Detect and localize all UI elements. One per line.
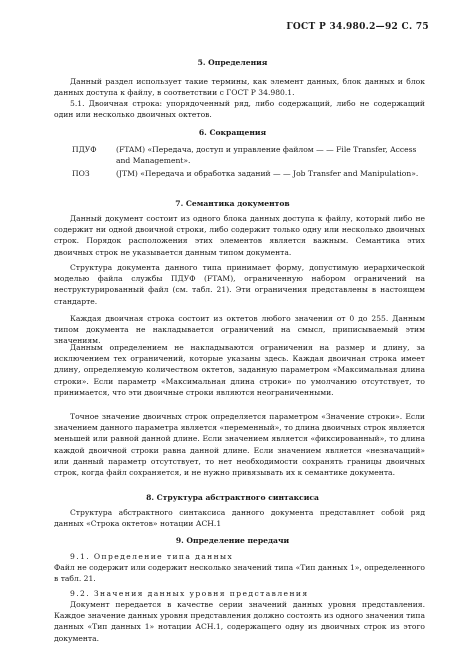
- abbreviation-term: ПДУФ: [72, 145, 97, 154]
- section-7-paragraph-4: Данным определением не накладываются ограничения на размер и длину, за исключением тех ограничений, которые указаны здесь. Каждая двоичная строка имеет длину, определяемую количеством октетов, заданную параметром «Максимальная длина строки». Если параметр «Максимальная длина строки» по умолчанию отсутствует, то принимается, что эти двоичные строки являются неограниченными.: [54, 343, 425, 397]
- abbreviation-ftam: [72, 144, 427, 168]
- section-9-1-paragraph: Файл не содержит или содержит несколько значений типа «Тип данных 1», определенного в табл. 21.: [54, 563, 425, 584]
- section-5-paragraph-1: Данный раздел использует такие термины, как элемент данных, блок данных и блок данных доступа к файлу, в соответствии с ГОСТ Р 34.980.1.: [54, 77, 425, 98]
- section-7-paragraph-5: Точное значение двоичных строк определяется параметром «Значение строки». Если значением данного параметра является «переменный», то длина двоичных строк является меньшей или равной данной длине. Если значением является «фиксированный», то длина каждой двоичной строки равна данной длине. Если значением является «незначащий» или данный параметр отсутствует, то нет необходимости сохранять границы двоичных строк, когда файл сохраняется, и не нужно привязывать их к семантике документа.: [54, 412, 425, 478]
- section-6-heading: 6. Сокращения: [198, 128, 267, 137]
- abbreviation-term: ПОЗ: [72, 169, 90, 178]
- section-5-heading: 5. Определения: [197, 58, 268, 67]
- abbreviation-jtm: [72, 168, 427, 192]
- section-5-1-definition: 5.1. Двоичная строка: упорядоченный ряд, либо содержащий, либо не содержащий один или несколько двоичных октетов.: [54, 99, 425, 120]
- section-9-2-paragraph: Документ передается в качестве серии значений данных уровня представления. Каждое значение данных уровня представления должно состоять из одного значения типа данных «Тип данных 1» нотации АСН.1, содержащего одну из двоичных строк из этого документа.: [54, 600, 425, 643]
- section-9-2-heading: 9.2. Значения данных уровня представления: [70, 589, 309, 598]
- section-9-1-heading: 9.1. Определение типа данных: [70, 552, 234, 561]
- section-8-paragraph-1: Структура абстрактного синтаксиса данного документа представляет собой ряд данных «Строка октетов» нотации АСН.1: [54, 508, 425, 529]
- section-7-paragraph-2: Структура документа данного типа принимает форму, допустимую иерархической моделью файла службы ПДУФ (FTAM), ограниченную набором ограничений на неструктурированный файл (см. табл. 21). Эти ограничения представлены в настоящем стандарте.: [54, 263, 425, 306]
- section-8-heading: 8. Структура абстрактного синтаксиса: [146, 493, 319, 502]
- page-header: ГОСТ Р 34.980.2—92 С. 75: [286, 22, 429, 32]
- section-7-paragraph-1: Данный документ состоит из одного блока данных доступа к файлу, который либо не содержит ни одной двоичной строки, либо содержит только одну или несколько двоичных строк. Порядок расположения этих элементов является важным. Семантика этих двоичных строк не указывается данным типом документа.: [54, 214, 425, 257]
- section-7-heading: 7. Семантика документов: [175, 199, 290, 208]
- section-9-heading: 9. Определение передачи: [175, 536, 290, 545]
- section-7-paragraph-3: Каждая двоичная строка состоит из октетов любого значения от 0 до 255. Данным типом документа не накладывается ограничений на смысл, приписываемый этим значениям.: [54, 314, 425, 346]
- abbreviation-definition: (JTM) «Передача и обработка заданий — — Job Transfer and Manipulation».: [116, 169, 419, 178]
- abbreviation-definition: (FTAM) «Передача, доступ и управление файлом — — File Transfer, Access and Management».: [116, 145, 417, 166]
